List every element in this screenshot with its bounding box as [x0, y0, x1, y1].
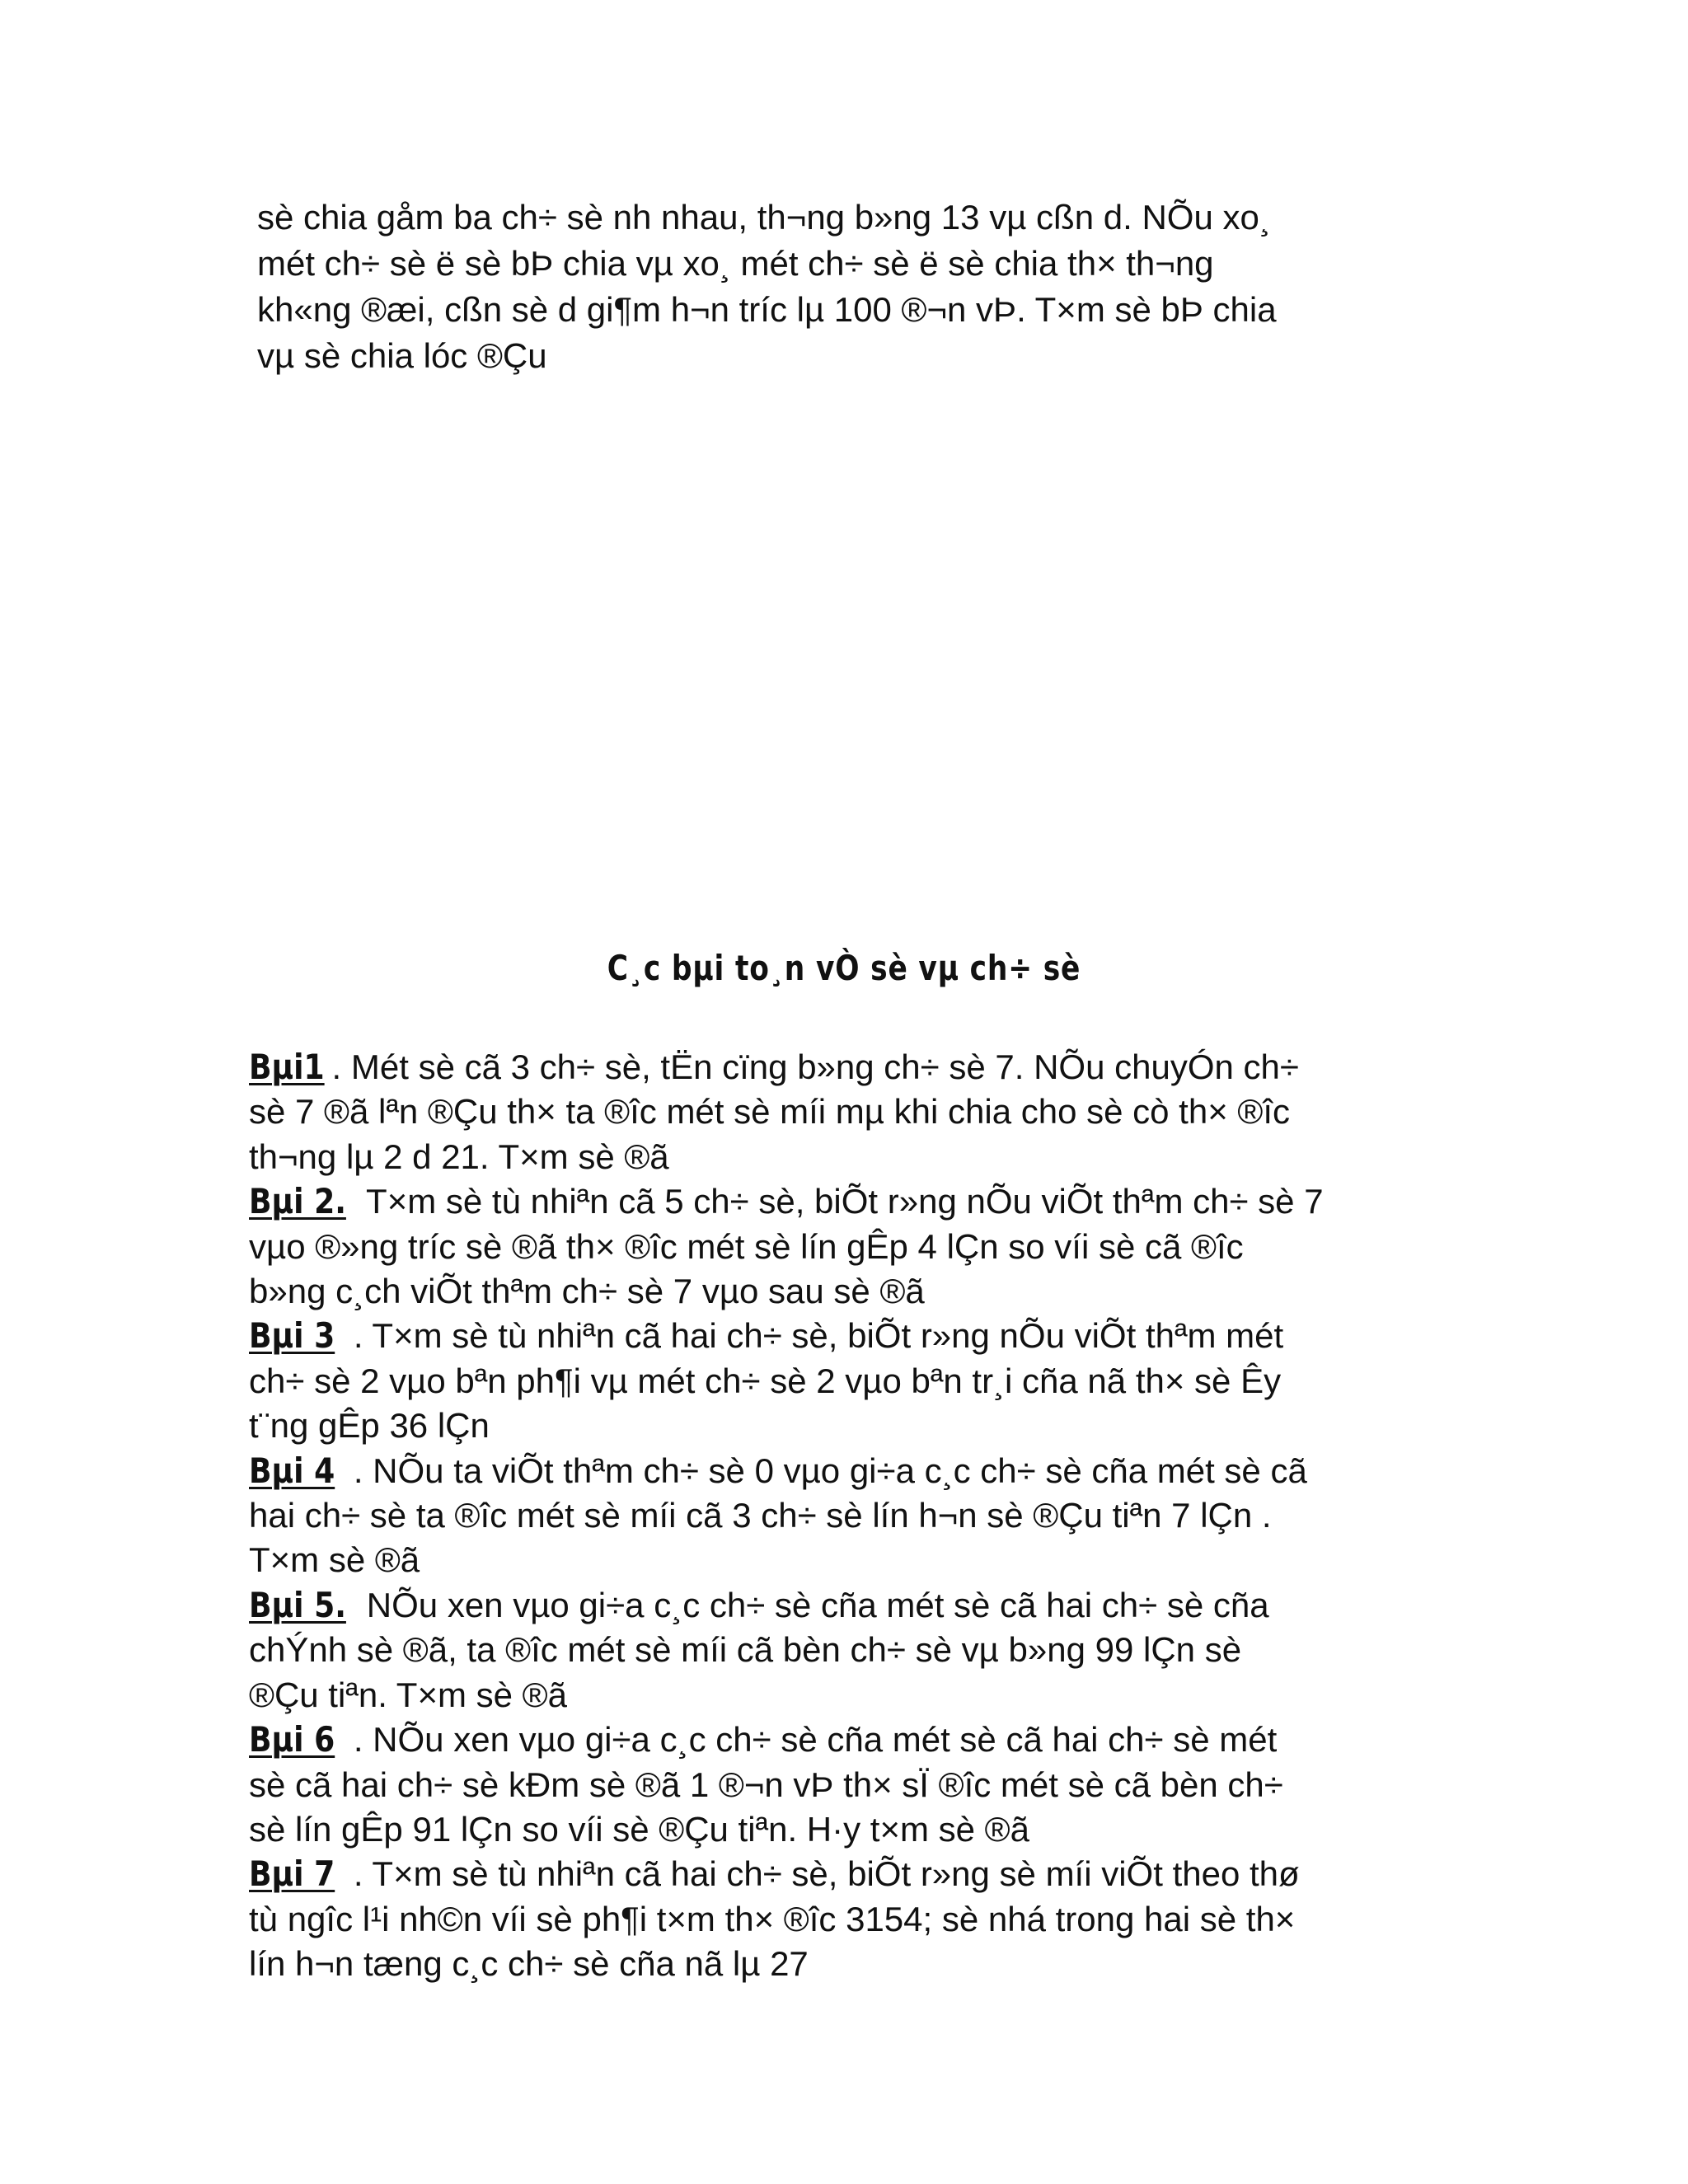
- problem-1: [249, 1045, 1452, 1179]
- problem-6-label: Bµi 6: [249, 1719, 335, 1760]
- problem-1-label: Bµi1: [249, 1047, 325, 1087]
- problem-2-text: T×m sè tù nhiªn cã 5 ch÷ sè, biÕt r»ng nÕu viÕt thªm ch÷ sè 7 vµo ®»ng tríc sè ®ã th× ®îc mét sè lín gÊp 4 lÇn so víi sè cã ®îc b»ng c¸ch viÕt thªm ch÷ sè 7 vµo sau sè ®ã: [249, 1182, 1324, 1311]
- problem-3: [249, 1314, 1452, 1448]
- problem-4: [249, 1449, 1452, 1583]
- problem-3-label: Bµi 3: [249, 1315, 335, 1357]
- problem-7-label: Bµi 7: [249, 1854, 335, 1895]
- problem-2-label: Bµi 2.: [249, 1181, 346, 1222]
- section-title: C¸c bµi to¸n vÒ sè vµ ch÷ sè: [607, 948, 1081, 988]
- problem-5: [249, 1583, 1452, 1718]
- problem-list: [249, 1045, 1452, 1987]
- problem-4-text: . NÕu ta viÕt thªm ch÷ sè 0 vµo gi÷a c¸c ch÷ sè cña mét sè cã hai ch÷ sè ta ®îc mét sè míi cã 3 ch÷ sè lín h¬n sè ®Çu tiªn 7 lÇn . T×m sè ®ã: [249, 1451, 1307, 1580]
- problem-3-text: . T×m sè tù nhiªn cã hai ch÷ sè, biÕt r»ng nÕu viÕt thªm mét ch÷ sè 2 vµo bªn ph¶i vµ mét ch÷ sè 2 vµo bªn tr¸i cña nã th× sè Êy t¨ng gÊp 36 lÇn: [249, 1316, 1284, 1446]
- problem-1-text: . Mét sè cã 3 ch÷ sè, tËn cïng b»ng ch÷ sè 7. NÕu chuyÓn ch÷ sè 7 ®ã lªn ®Çu th× ta ®îc mét sè míi mµ khi chia cho sè cò th× ®îc th¬ng lµ 2 d 21. T×m sè ®ã: [249, 1047, 1299, 1176]
- problem-2: [249, 1179, 1452, 1314]
- problem-7-text: . T×m sè tù nhiªn cã hai ch÷ sè, biÕt r»ng sè míi viÕt theo thø tù ngîc l¹i nh©n víi sè ph¶i t×m th× ®îc 3154; sè nhá trong hai sè th× lín h¬n tæng c¸c ch÷ sè cña nã lµ 27: [249, 1854, 1300, 1984]
- intro-paragraph: sè chia gåm ba ch÷ sè nh nhau, th¬ng b»ng 13 vµ cßn d. NÕu xo¸ mét ch÷ sè ë sè bÞ chia vµ xo¸ mét ch÷ sè ë sè chia th× th¬ng kh«ng ®æi, cßn sè d gi¶m h¬n tríc lµ 100 ®¬n vÞ. T×m sè bÞ chia vµ sè chia lóc ®Çu: [257, 198, 1277, 375]
- problem-7: [249, 1852, 1452, 1986]
- problem-5-label: Bµi 5.: [249, 1584, 346, 1625]
- problem-6: [249, 1718, 1452, 1852]
- problem-5-text: NÕu xen vµo gi÷a c¸c ch÷ sè cña mét sè cã hai ch÷ sè cña chÝnh sè ®ã, ta ®îc mét sè míi cã bèn ch÷ sè vµ b»ng 99 lÇn sè ®Çu tiªn. T×m sè ®ã: [249, 1585, 1269, 1714]
- problem-4-label: Bµi 4: [249, 1450, 335, 1491]
- problem-6-text: . NÕu xen vµo gi÷a c¸c ch÷ sè cña mét sè cã hai ch÷ sè mét sè cã hai ch÷ sè kÐm sè ®ã 1 ®¬n vÞ th× sÏ ®îc mét sè cã bèn ch÷ sè lín gÊp 91 lÇn so víi sè ®Çu tiªn. H·y t×m sè ®ã: [249, 1720, 1283, 1849]
